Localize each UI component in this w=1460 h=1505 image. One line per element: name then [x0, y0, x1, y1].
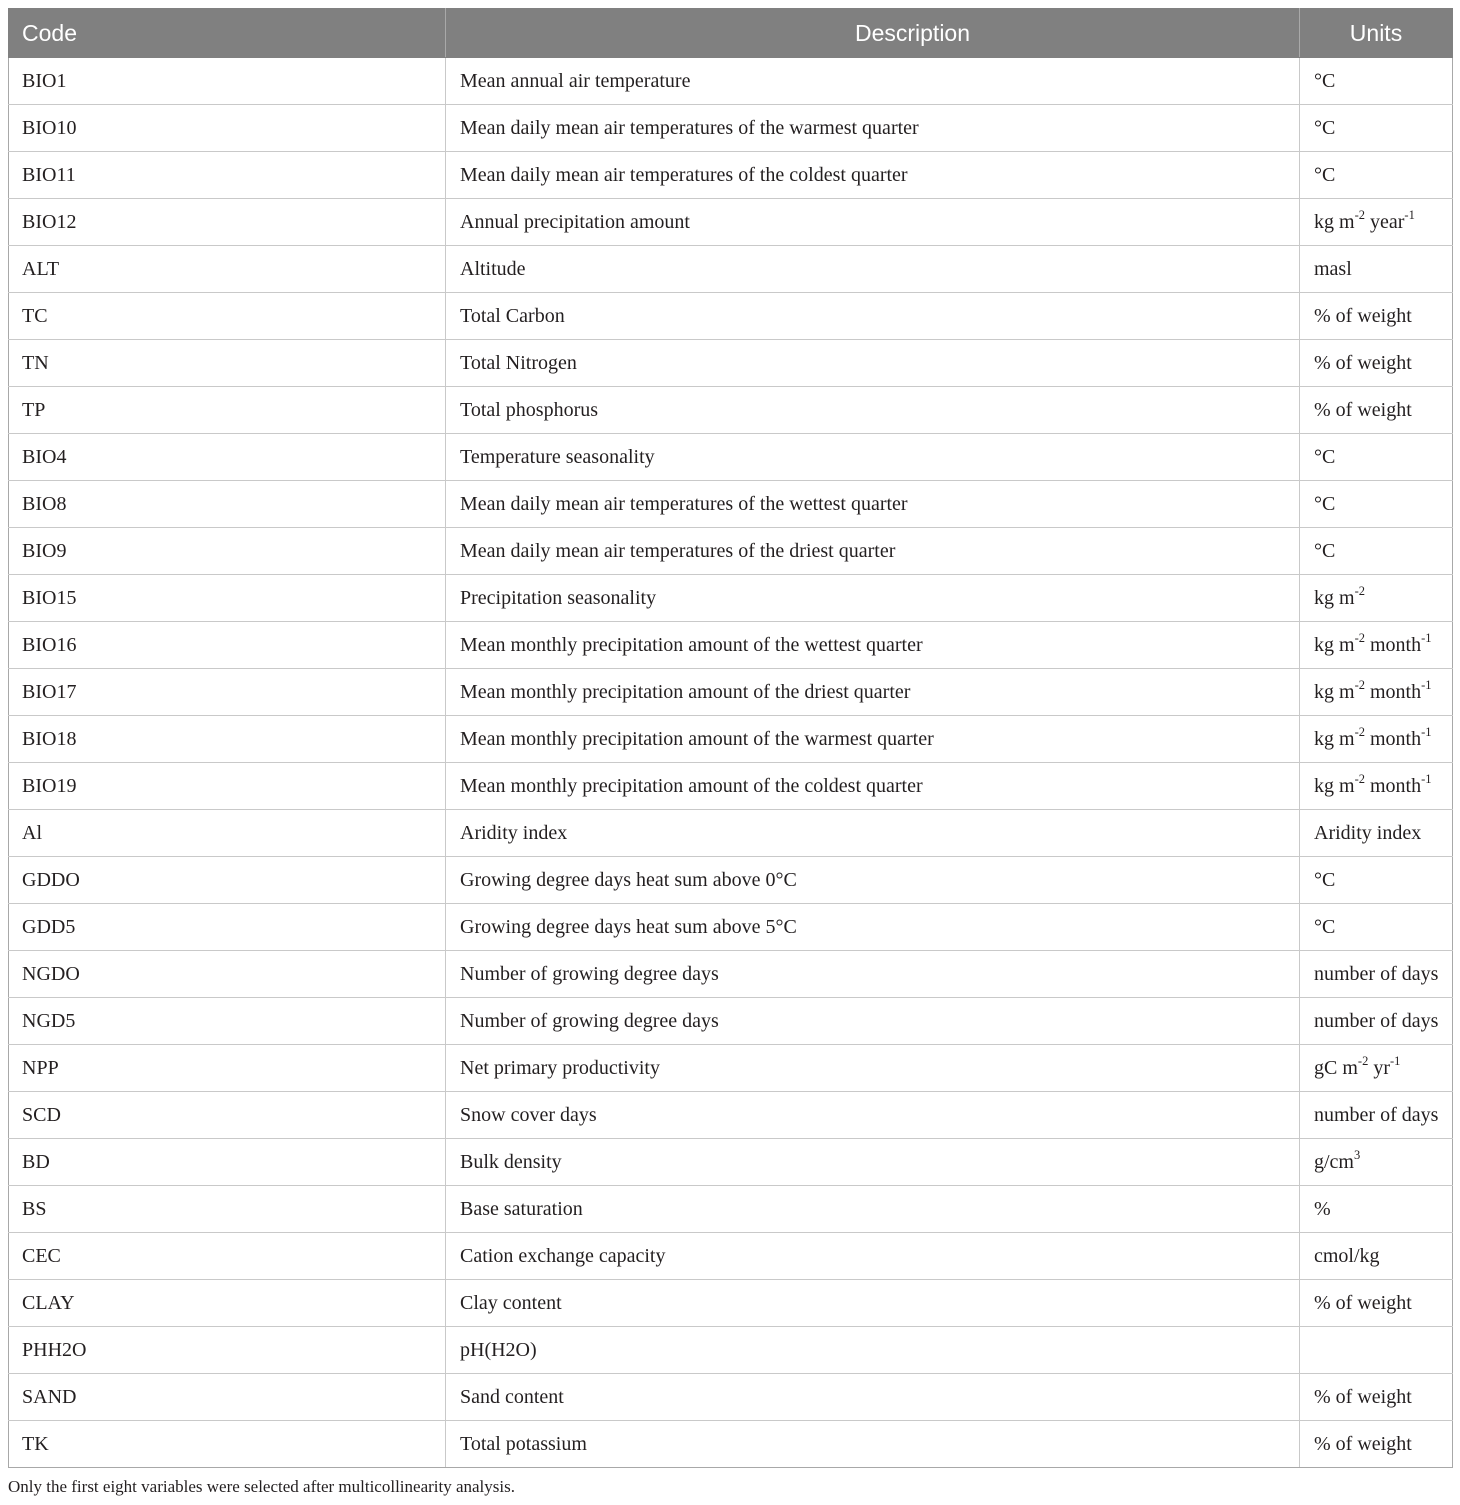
- units-cell: [1300, 622, 1453, 669]
- variables-table: [8, 8, 1453, 1468]
- code-cell: Al: [9, 810, 446, 857]
- description-cell: Growing degree days heat sum above 0°C: [446, 857, 1300, 904]
- units-text: kg m: [1314, 633, 1355, 656]
- code-cell: BIO17: [9, 669, 446, 716]
- units-text: kg m: [1314, 727, 1355, 750]
- description-cell: Snow cover days: [446, 1092, 1300, 1139]
- units-superscript: -2: [1357, 1053, 1369, 1068]
- code-cell: BIO8: [9, 481, 446, 528]
- table-row: [9, 1139, 1453, 1186]
- code-cell: TK: [9, 1421, 446, 1468]
- description-cell: Growing degree days heat sum above 5°C: [446, 904, 1300, 951]
- table-row: [9, 951, 1453, 998]
- units-cell: °C: [1300, 904, 1453, 951]
- units-text: kg m: [1314, 586, 1355, 609]
- units-text: year: [1364, 210, 1405, 233]
- units-text: month: [1364, 633, 1422, 656]
- table-row: [9, 481, 1453, 528]
- units-cell: % of weight: [1300, 1280, 1453, 1327]
- units-cell: % of weight: [1300, 387, 1453, 434]
- units-superscript: -2: [1354, 583, 1365, 598]
- description-cell: Aridity index: [446, 810, 1300, 857]
- description-cell: Sand content: [446, 1374, 1300, 1421]
- units-text: kg m: [1314, 774, 1355, 797]
- table-row: [9, 528, 1453, 575]
- units-cell: °C: [1300, 481, 1453, 528]
- description-cell: Mean annual air temperature: [446, 58, 1300, 105]
- units-text: gC m: [1314, 1056, 1358, 1079]
- table-row: [9, 1327, 1453, 1374]
- table-row: [9, 857, 1453, 904]
- units-cell: % of weight: [1300, 340, 1453, 387]
- units-cell: °C: [1300, 528, 1453, 575]
- description-cell: Mean monthly precipitation amount of the driest quarter: [446, 669, 1300, 716]
- description-cell: Temperature seasonality: [446, 434, 1300, 481]
- table-body: [9, 58, 1453, 1468]
- units-superscript: -1: [1421, 630, 1432, 645]
- units-superscript: -1: [1421, 724, 1432, 739]
- units-cell: °C: [1300, 857, 1453, 904]
- units-cell: [1300, 763, 1453, 810]
- header-units: Units: [1300, 9, 1453, 58]
- table-row: [9, 1092, 1453, 1139]
- units-superscript: -2: [1354, 677, 1365, 692]
- units-superscript: -2: [1354, 207, 1365, 222]
- units-cell: °C: [1300, 152, 1453, 199]
- table-row: [9, 293, 1453, 340]
- table-row: [9, 387, 1453, 434]
- units-cell: %: [1300, 1186, 1453, 1233]
- table-header: [9, 9, 1453, 58]
- units-cell: [1300, 1045, 1453, 1092]
- code-cell: BIO1: [9, 58, 446, 105]
- code-cell: BIO18: [9, 716, 446, 763]
- units-superscript: 3: [1354, 1147, 1361, 1162]
- description-cell: Number of growing degree days: [446, 951, 1300, 998]
- table-row: [9, 1421, 1453, 1468]
- units-text: g/cm: [1314, 1150, 1354, 1173]
- units-text: kg m: [1314, 210, 1355, 233]
- description-cell: Precipitation seasonality: [446, 575, 1300, 622]
- code-cell: ALT: [9, 246, 446, 293]
- units-superscript: -2: [1354, 771, 1365, 786]
- table-row: [9, 105, 1453, 152]
- units-text: kg m: [1314, 680, 1355, 703]
- description-cell: Bulk density: [446, 1139, 1300, 1186]
- description-cell: Total potassium: [446, 1421, 1300, 1468]
- units-cell: number of days: [1300, 1092, 1453, 1139]
- units-text: yr: [1368, 1056, 1390, 1079]
- units-cell: °C: [1300, 58, 1453, 105]
- table-row: [9, 622, 1453, 669]
- units-cell: masl: [1300, 246, 1453, 293]
- code-cell: BS: [9, 1186, 446, 1233]
- units-superscript: -1: [1421, 677, 1432, 692]
- description-cell: Mean daily mean air temperatures of the driest quarter: [446, 528, 1300, 575]
- code-cell: PHH2O: [9, 1327, 446, 1374]
- units-cell: °C: [1300, 434, 1453, 481]
- units-superscript: -1: [1390, 1053, 1401, 1068]
- table-row: [9, 1374, 1453, 1421]
- table-row: [9, 1186, 1453, 1233]
- code-cell: TC: [9, 293, 446, 340]
- units-cell: [1300, 669, 1453, 716]
- code-cell: BD: [9, 1139, 446, 1186]
- code-cell: BIO11: [9, 152, 446, 199]
- code-cell: GDDO: [9, 857, 446, 904]
- code-cell: BIO10: [9, 105, 446, 152]
- units-cell: number of days: [1300, 951, 1453, 998]
- units-cell: % of weight: [1300, 1374, 1453, 1421]
- description-cell: Mean daily mean air temperatures of the warmest quarter: [446, 105, 1300, 152]
- table-row: [9, 246, 1453, 293]
- header-description: Description: [446, 9, 1300, 58]
- description-cell: Number of growing degree days: [446, 998, 1300, 1045]
- table-row: [9, 575, 1453, 622]
- code-cell: SCD: [9, 1092, 446, 1139]
- code-cell: BIO16: [9, 622, 446, 669]
- table-row: [9, 58, 1453, 105]
- units-superscript: -2: [1354, 724, 1365, 739]
- units-cell: number of days: [1300, 998, 1453, 1045]
- table-row: [9, 998, 1453, 1045]
- units-text: month: [1364, 727, 1422, 750]
- header-row: [9, 9, 1453, 58]
- description-cell: Altitude: [446, 246, 1300, 293]
- description-cell: pH(H2O): [446, 1327, 1300, 1374]
- units-superscript: -2: [1354, 630, 1365, 645]
- description-cell: Mean monthly precipitation amount of the coldest quarter: [446, 763, 1300, 810]
- units-cell: [1300, 1327, 1453, 1374]
- table-footnote: Only the first eight variables were selected after multicollinearity analysis.: [8, 1477, 515, 1496]
- table-row: [9, 716, 1453, 763]
- code-cell: BIO9: [9, 528, 446, 575]
- units-superscript: -1: [1404, 207, 1415, 222]
- units-cell: [1300, 716, 1453, 763]
- table-row: [9, 1045, 1453, 1092]
- code-cell: TP: [9, 387, 446, 434]
- table-row: [9, 434, 1453, 481]
- description-cell: Annual precipitation amount: [446, 199, 1300, 246]
- table-row: [9, 904, 1453, 951]
- description-cell: Total Nitrogen: [446, 340, 1300, 387]
- description-cell: Mean daily mean air temperatures of the wettest quarter: [446, 481, 1300, 528]
- code-cell: NGDO: [9, 951, 446, 998]
- table-row: [9, 810, 1453, 857]
- units-cell: °C: [1300, 105, 1453, 152]
- units-superscript: -1: [1421, 771, 1432, 786]
- description-cell: Cation exchange capacity: [446, 1233, 1300, 1280]
- code-cell: NGD5: [9, 998, 446, 1045]
- table-row: [9, 199, 1453, 246]
- code-cell: BIO12: [9, 199, 446, 246]
- description-cell: Mean monthly precipitation amount of the warmest quarter: [446, 716, 1300, 763]
- code-cell: NPP: [9, 1045, 446, 1092]
- code-cell: BIO19: [9, 763, 446, 810]
- table-row: [9, 340, 1453, 387]
- code-cell: BIO15: [9, 575, 446, 622]
- units-cell: [1300, 1139, 1453, 1186]
- table-row: [9, 669, 1453, 716]
- code-cell: CLAY: [9, 1280, 446, 1327]
- description-cell: Total phosphorus: [446, 387, 1300, 434]
- units-cell: Aridity index: [1300, 810, 1453, 857]
- units-cell: [1300, 199, 1453, 246]
- description-cell: Mean monthly precipitation amount of the wettest quarter: [446, 622, 1300, 669]
- units-cell: % of weight: [1300, 293, 1453, 340]
- table-row: [9, 152, 1453, 199]
- units-text: month: [1364, 680, 1422, 703]
- code-cell: GDD5: [9, 904, 446, 951]
- code-cell: CEC: [9, 1233, 446, 1280]
- units-text: month: [1364, 774, 1422, 797]
- description-cell: Net primary productivity: [446, 1045, 1300, 1092]
- code-cell: BIO4: [9, 434, 446, 481]
- table-row: [9, 763, 1453, 810]
- table-row: [9, 1233, 1453, 1280]
- description-cell: Base saturation: [446, 1186, 1300, 1233]
- units-cell: cmol/kg: [1300, 1233, 1453, 1280]
- code-cell: SAND: [9, 1374, 446, 1421]
- units-cell: [1300, 575, 1453, 622]
- description-cell: Total Carbon: [446, 293, 1300, 340]
- code-cell: TN: [9, 340, 446, 387]
- units-cell: % of weight: [1300, 1421, 1453, 1468]
- description-cell: Mean daily mean air temperatures of the coldest quarter: [446, 152, 1300, 199]
- header-code: Code: [9, 9, 446, 58]
- description-cell: Clay content: [446, 1280, 1300, 1327]
- table-row: [9, 1280, 1453, 1327]
